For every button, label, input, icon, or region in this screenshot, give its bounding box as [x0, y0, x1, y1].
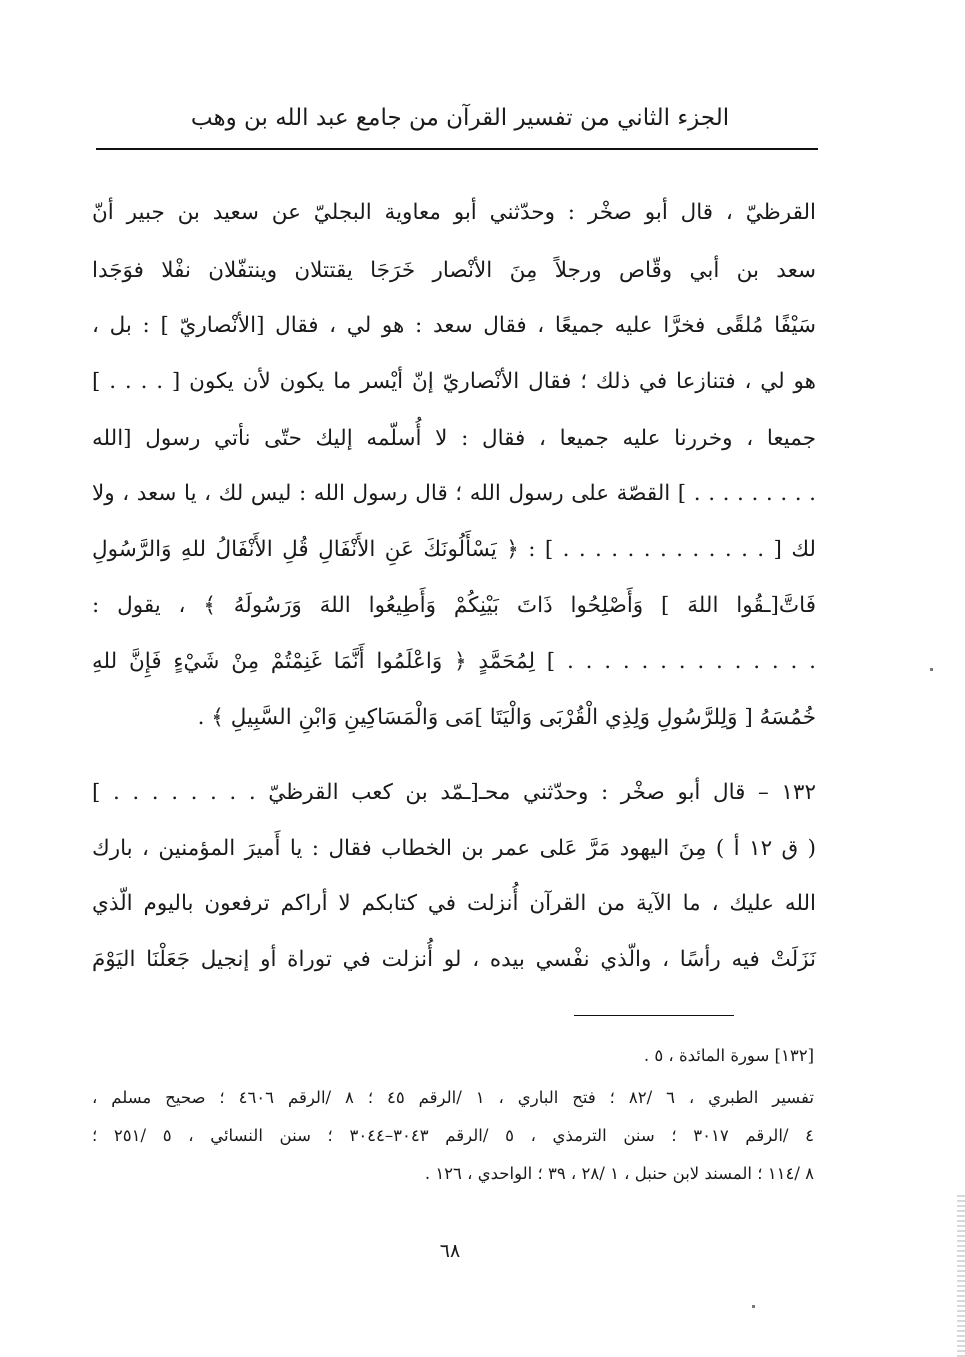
footnote-divider — [574, 1015, 734, 1016]
text-line: لك [ . . . . . . . . . . . . . ] : ﴿ يَسْأَلُونَكَ عَنِ الأَنْفَالِ قُلِ الأَنْفَالُ للهِ وَالرَّسُولِ — [92, 537, 816, 562]
text-line: سعد بن أبي وقّاص ورجلاً مِنَ الأنْصار خَرَجَا يقتتلان وينتفّلان نفْلا فوَجَدا — [92, 258, 816, 283]
text-line: هو لي ، فتنازعا في ذلك ؛ فقال الأنْصاريّ إنّ أيْسر ما يكون لأن يكون [ . . . . ] — [92, 369, 816, 394]
text-line: خُمُسَهُ [ وَلِلرَّسُولِ وَلِذِي الْقُرْبَى وَالْيَتَا ]مَى وَالْمَسَاكِينِ وَابْنِ السَّبِيلِ ﴾ . — [197, 705, 816, 730]
footnote-line: ٤ /الرقم ٣٠١٧ ؛ سنن الترمذي ، ٥ /الرقم ٣٠٤٣–٣٠٤٤ ؛ سنن النسائي ، ٥ /٢٥١ ؛ — [92, 1126, 815, 1145]
scan-speck — [930, 668, 933, 671]
text-line: . . . . . . . . . ] القصّة على رسول الله ؛ قال رسول الله : ليس لك ، يا سعد ، ولا — [92, 481, 816, 506]
header-divider — [96, 148, 818, 150]
text-line: ١٣٢ – قال أبو صخْر : وحدّثني محـ[ـمّد بن كعب القرظيّ . . . . . . . . ] — [92, 780, 816, 805]
text-line: سَيْفًا مُلقًى فخرَّا عليه جميعًا ، فقال سعد : هو لي ، فقال [الأنْصاريّ ] : بل ، — [92, 313, 816, 338]
text-line: الله عليك ، ما الآية من القرآن أُنزلت في كتابكم لا أراكم ترفعون باليوم الّذي — [92, 891, 816, 916]
text-line: جميعا ، وخررنا عليه جميعا ، فقال : لا أُسلّمه إليك حتّى نأتي رسول [الله — [92, 426, 816, 451]
footnote-line: تفسير الطبري ، ٦ /٨٢ ؛ فتح الباري ، ١ /الرقم ٤٥ ؛ ٨ /الرقم ٤٦٠٦ ؛ صحيح مسلم ، — [92, 1088, 814, 1107]
page-number: ٦٨ — [439, 1240, 461, 1262]
text-line: القرظيّ ، قال أبو صخْر : وحدّثني أبو معاوية البجليّ عن سعيد بن جبير أنّ — [92, 200, 816, 225]
footnote-line: [١٣٢] سورة المائدة ، ٥ . — [643, 1046, 814, 1065]
text-line: نَزَلَتْ فيه رأسًا ، والّذي نفْسي بيده ، لو أُنزلت في توراة أو إنجيل جَعَلْنَا اليَوْمَ — [92, 947, 816, 972]
text-line: ( ق ١٢ أ ) مِنَ اليهود مَرَّ عَلى عمر بن الخطاب فقال : يا أَميرَ المؤمنين ، بارك — [92, 836, 816, 861]
scan-speck — [752, 1305, 755, 1308]
text-line: . . . . . . . . . . . . . . ] لِمُحَمَّدٍ ﴿ وَاعْلَمُوا أَنَّمَا غَنِمْتُمْ مِنْ شَيْءٍ فَإِنَّ للهِ — [92, 649, 816, 674]
text-line: فَاتَّ[ـقُوا اللهَ ] وَأَصْلِحُوا ذَاتَ بَيْنِكُمْ وَأَطِيعُوا اللهَ وَرَسُولَهُ ﴾ ، يقول : — [92, 593, 816, 618]
scan-edge-artifact — [957, 1195, 965, 1357]
running-header-title: الجزء الثاني من تفسير القرآن من جامع عبد الله بن وهب — [190, 105, 730, 131]
footnote-line: ٨ /١١٤ ؛ المسند لابن حنبل ، ١ /٢٨ ، ٣٩ ؛ الواحدي ، ١٢٦ . — [424, 1164, 814, 1183]
